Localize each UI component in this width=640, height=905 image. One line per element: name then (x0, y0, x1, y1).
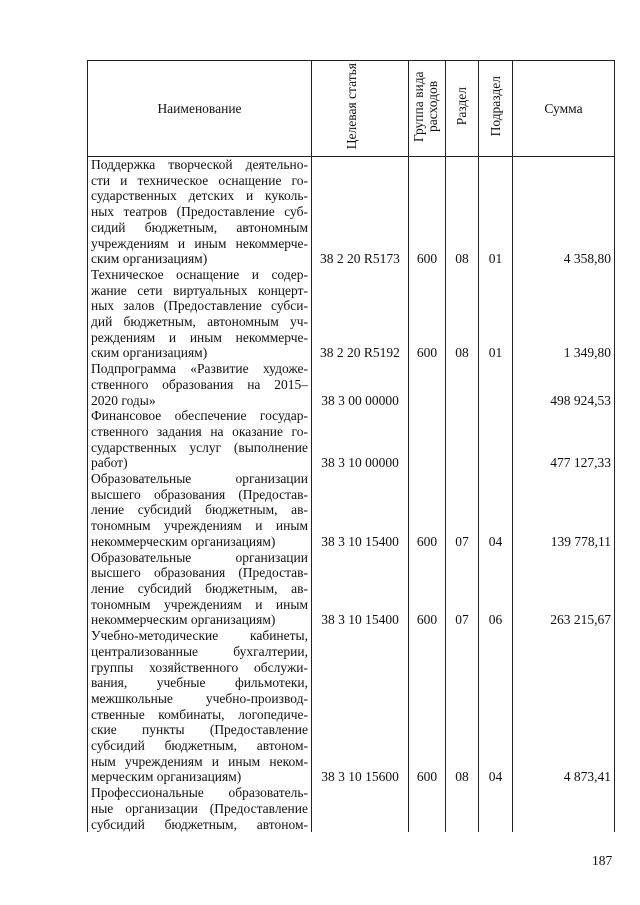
row-name (88, 550, 312, 629)
row-name-line: мерческим организациям) (91, 769, 242, 785)
row-name-line: реждениям и иным некоммерче- (91, 329, 308, 345)
table-row (88, 157, 615, 267)
row-name-line: группы хозяйственного обслужи- (91, 659, 308, 675)
header-section (446, 61, 479, 157)
table-row (88, 550, 615, 629)
row-section: 08 (446, 628, 479, 785)
row-expense-group: 600 (409, 157, 446, 267)
row-expense-group: 600 (409, 471, 446, 550)
row-sum (513, 785, 615, 832)
row-sum: 4 873,41 (513, 628, 615, 785)
row-expense-group: 600 (409, 267, 446, 361)
row-name-line: Финансовое обеспечение государ- (91, 408, 308, 424)
table-row (88, 628, 615, 785)
row-section (446, 785, 479, 832)
row-name (88, 785, 312, 832)
row-target-article: 38 2 20 R5173 (312, 157, 409, 267)
row-sum: 139 778,11 (513, 471, 615, 550)
row-name-line: ных театров (Предоставление суб- (91, 204, 308, 220)
row-expense-group: 600 (409, 628, 446, 785)
row-name-line: ственного образования на 2015– (91, 376, 308, 392)
row-name-line: Образовательные организации (91, 549, 308, 565)
row-section (446, 361, 479, 408)
header-section-label: Раздел (454, 87, 469, 126)
row-name-line: вания, учебные фильмотеки, (91, 675, 308, 691)
page-number: 187 (592, 853, 613, 868)
row-subsection (479, 408, 513, 471)
row-sum: 4 358,80 (513, 157, 615, 267)
row-name-line: ским организациям) (91, 345, 208, 361)
header-row (88, 61, 615, 157)
row-name-line: сидий бюджетным, автономным (91, 219, 308, 235)
row-name-line: ные организации (Предоставление (91, 800, 308, 816)
row-sum: 1 349,80 (513, 267, 615, 361)
row-sum: 498 924,53 (513, 361, 615, 408)
row-name-line: ным учреждениям и иным неком- (91, 753, 308, 769)
row-name-line: Учебно-методические кабинеты, (91, 628, 308, 644)
row-subsection (479, 785, 513, 832)
row-name-line: тономным учреждениям и иным (91, 596, 308, 612)
row-name-line: Подпрограмма «Развитие художе- (91, 361, 308, 377)
table-body (88, 157, 615, 833)
row-sum: 263 215,67 (513, 550, 615, 629)
row-name-line: ных залов (Предоставление субси- (91, 298, 308, 314)
row-name-line: ственные комбинаты, логопедиче- (91, 706, 308, 722)
row-name-line: жание сети виртуальных концерт- (91, 282, 308, 298)
row-name-line: сударственных услуг (выполнение (91, 439, 308, 455)
row-sum: 477 127,33 (513, 408, 615, 471)
row-name-line: Поддержка творческой деятельно- (91, 157, 308, 172)
row-subsection: 04 (479, 471, 513, 550)
row-name-line: Профессиональные образователь- (91, 785, 308, 801)
row-name-line: сти и техническое оснащение го- (91, 172, 308, 188)
table-row (88, 267, 615, 361)
row-name (88, 361, 312, 408)
row-expense-group: 600 (409, 550, 446, 629)
row-name-line: ским организациям) (91, 251, 208, 267)
row-name (88, 408, 312, 471)
row-name-line: ление субсидий бюджетным, ав- (91, 502, 308, 518)
header-target-article (312, 61, 409, 157)
row-target-article: 38 3 10 00000 (312, 408, 409, 471)
row-name-line: ские пункты (Предоставление (91, 722, 308, 738)
row-target-article: 38 3 10 15400 (312, 471, 409, 550)
row-expense-group (409, 785, 446, 832)
row-target-article: 38 3 10 15600 (312, 628, 409, 785)
table-row (88, 408, 615, 471)
row-expense-group (409, 361, 446, 408)
row-target-article: 38 2 20 R5192 (312, 267, 409, 361)
row-name-line: сударственных детских и куколь- (91, 188, 308, 204)
row-name-line: высшего образования (Предостав- (91, 486, 308, 502)
row-target-article: 38 3 00 00000 (312, 361, 409, 408)
row-subsection: 06 (479, 550, 513, 629)
row-name-line: межшкольные учебно-производ- (91, 690, 308, 706)
row-subsection: 01 (479, 157, 513, 267)
row-target-article (312, 785, 409, 832)
row-name-line: работ) (91, 455, 128, 471)
row-section: 07 (446, 471, 479, 550)
budget-table (87, 60, 615, 832)
row-name-line: некоммерческим организациям) (91, 533, 276, 549)
row-subsection: 01 (479, 267, 513, 361)
header-subsection-label: Подраздел (487, 76, 503, 137)
row-name-line: высшего образования (Предостав- (91, 565, 308, 581)
row-target-article: 38 3 10 15400 (312, 550, 409, 629)
row-section: 07 (446, 550, 479, 629)
row-name-line: учреждениям и иным некоммерче- (91, 235, 308, 251)
row-name-line: дий бюджетным, автономным уч- (91, 314, 308, 330)
row-name (88, 267, 312, 361)
row-subsection (479, 361, 513, 408)
row-subsection: 04 (479, 628, 513, 785)
header-name: Наименование (88, 61, 312, 157)
row-name-line: Образовательные организации (91, 471, 308, 487)
row-name-line: тономным учреждениям и иным (91, 518, 308, 534)
row-section: 08 (446, 267, 479, 361)
row-section (446, 408, 479, 471)
header-subsection (479, 61, 513, 157)
row-name-line: субсидий бюджетным, автоном- (91, 738, 308, 754)
row-name-line: субсидий бюджетным, автоном- (91, 816, 308, 832)
table-row (88, 361, 615, 408)
row-name-line: ственного задания на оказание го- (91, 423, 308, 439)
table-row (88, 785, 615, 832)
header-sum: Сумма (513, 61, 615, 157)
row-name-line: Техническое оснащение и содер- (91, 266, 308, 282)
header-expense-group (409, 61, 446, 157)
row-name-line: 2020 годы» (91, 392, 156, 408)
row-name-line: централизованные бухгалтерии, (91, 643, 308, 659)
header-expense-group-label: Группа вида расходов (411, 71, 440, 142)
row-section: 08 (446, 157, 479, 267)
row-name (88, 628, 312, 785)
table-row (88, 471, 615, 550)
row-expense-group (409, 408, 446, 471)
row-name-line: ление субсидий бюджетным, ав- (91, 580, 308, 596)
row-name-line: некоммерческим организациям) (91, 612, 276, 628)
row-name (88, 471, 312, 550)
row-name (88, 157, 312, 267)
header-target-article-label: Целевая статья (344, 63, 359, 150)
